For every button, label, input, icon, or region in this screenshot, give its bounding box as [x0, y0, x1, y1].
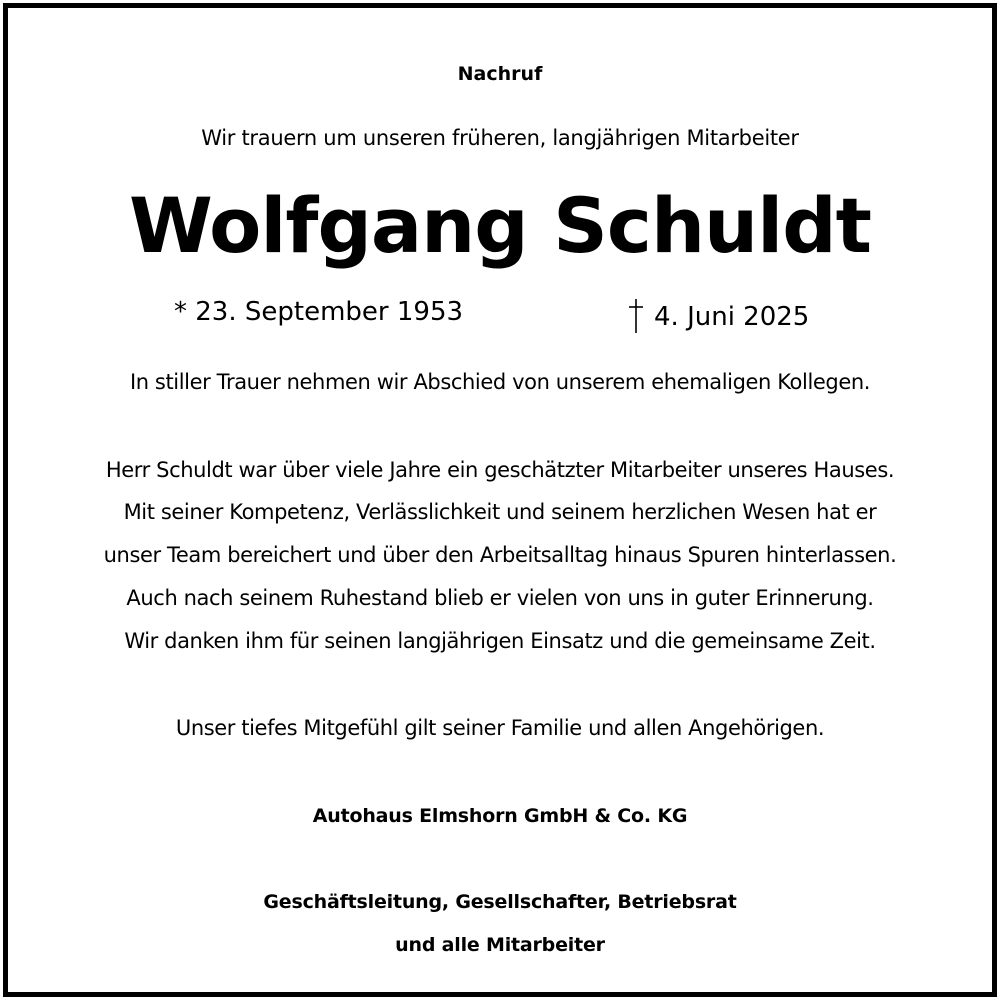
cross-icon	[626, 299, 646, 333]
paragraph-line-2: Mit seiner Kompetenz, Verlässlichkeit und seinem herzlichen Wesen hat er	[123, 500, 877, 524]
deceased-name: Wolfgang Schuldt	[129, 181, 871, 270]
obituary-notice	[3, 3, 997, 997]
paragraph-line-4: Auch nach seinem Ruhestand blieb er vielen von uns in guter Erinnerung.	[126, 586, 874, 610]
paragraph-line-1: Herr Schuldt war über viele Jahre ein geschätzter Mitarbeiter unseres Hauses.	[105, 458, 895, 482]
death-date-group	[626, 299, 809, 333]
signatories-line-1: Geschäftsleitung, Gesellschafter, Betriebsrat	[263, 891, 737, 913]
death-date: 4. Juni 2025	[654, 302, 810, 332]
paragraph-line-5: Wir danken ihm für seinen langjährigen Einsatz und die gemeinsame Zeit.	[124, 629, 876, 653]
farewell-statement: In stiller Trauer nehmen wir Abschied von unserem ehemaligen Kollegen.	[129, 370, 871, 394]
company-name: Autohaus Elmshorn GmbH & Co. KG	[312, 805, 688, 827]
notice-heading: Nachruf	[457, 63, 543, 85]
condolence-text: Unser tiefes Mitgefühl gilt seiner Familie und allen Angehörigen.	[175, 716, 825, 740]
intro-text: Wir trauern um unseren früheren, langjährigen Mitarbeiter	[201, 126, 799, 150]
paragraph-line-3: unser Team bereichert und über den Arbeitsalltag hinaus Spuren hinterlassen.	[103, 543, 897, 567]
birth-date: * 23. September 1953	[174, 297, 464, 327]
signatories-line-2: und alle Mitarbeiter	[395, 934, 605, 956]
